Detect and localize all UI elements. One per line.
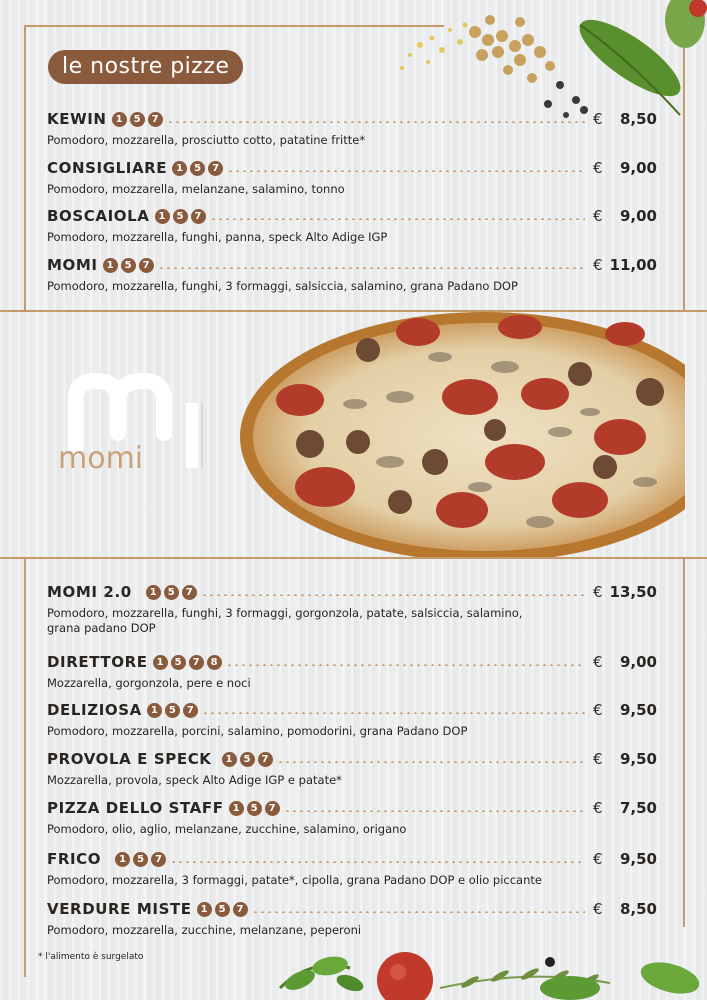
dot-leader (158, 267, 585, 269)
menu-item-frico (47, 848, 657, 888)
allergen-badge: 7 (151, 852, 166, 867)
herbs-decoration (270, 928, 707, 1000)
allergen-badge: 1 (172, 161, 187, 176)
allergen-badges (103, 258, 154, 273)
menu-item-direttore (47, 651, 657, 691)
allergen-badge: 8 (207, 655, 222, 670)
menu-item-momi-2-0 (47, 581, 657, 636)
allergen-badge: 5 (173, 209, 188, 224)
allergen-badge: 5 (121, 258, 136, 273)
item-name: CONSIGLIARE (47, 159, 168, 177)
allergen-badge: 7 (233, 902, 248, 917)
menu-item-consigliare (47, 157, 657, 197)
allergen-badges (153, 655, 222, 670)
allergen-badge: 5 (130, 112, 145, 127)
currency-symbol: € (593, 583, 603, 601)
frame-divider-bottom (0, 557, 707, 559)
dot-leader (252, 911, 585, 913)
menu-item-momi (47, 254, 657, 294)
item-name: KEWIN (47, 110, 107, 128)
item-price: 9,00 (619, 207, 657, 225)
allergen-badge: 1 (103, 258, 118, 273)
allergen-badge: 5 (133, 852, 148, 867)
item-description: Mozzarella, provola, speck Alto Adige IGP e patate* (47, 773, 342, 787)
allergen-badge: 7 (182, 585, 197, 600)
item-price: 7,50 (619, 799, 657, 817)
dot-leader (210, 218, 585, 220)
allergen-badge: 1 (229, 801, 244, 816)
currency-symbol: € (593, 750, 603, 768)
allergen-badges (222, 752, 273, 767)
dot-leader (277, 761, 585, 763)
dot-leader (201, 594, 585, 596)
currency-symbol: € (593, 110, 603, 128)
allergen-badge: 1 (147, 703, 162, 718)
item-name: MOMI (47, 256, 98, 274)
allergen-badges (197, 902, 248, 917)
dot-leader (202, 712, 585, 714)
dot-leader (227, 170, 585, 172)
item-description: Pomodoro, mozzarella, porcini, salamino, pomodorini, grana Padano DOP (47, 724, 468, 738)
allergen-badge: 7 (148, 112, 163, 127)
dot-leader (170, 861, 585, 863)
item-name: PROVOLA E SPECK (47, 750, 212, 768)
allergen-badge: 7 (208, 161, 223, 176)
item-price: 9,50 (619, 701, 657, 719)
allergen-badge: 5 (247, 801, 262, 816)
allergen-badges (155, 209, 206, 224)
pizza-photo (240, 312, 685, 557)
allergen-badge: 7 (191, 209, 206, 224)
item-name: PIZZA DELLO STAFF (47, 799, 224, 817)
menu-item-boscaiola (47, 205, 657, 245)
allergen-badge: 5 (165, 703, 180, 718)
menu-item-provola-e-speck (47, 748, 657, 788)
item-description: Pomodoro, mozzarella, melanzane, salamino, tonno (47, 182, 345, 196)
allergen-badge: 5 (190, 161, 205, 176)
frame-right-bottom (683, 557, 685, 927)
item-name: MOMI 2.0 (47, 583, 132, 601)
allergen-badge: 1 (112, 112, 127, 127)
currency-symbol: € (593, 653, 603, 671)
momi-logo (56, 373, 216, 473)
item-description: Mozzarella, gorgonzola, pere e noci (47, 676, 251, 690)
allergen-badge: 7 (139, 258, 154, 273)
item-name: BOSCAIOLA (47, 207, 150, 225)
allergen-badge: 7 (265, 801, 280, 816)
allergen-badges (147, 703, 198, 718)
item-description: Pomodoro, mozzarella, zucchine, melanzane, peperoni (47, 923, 362, 937)
item-name: VERDURE MISTE (47, 900, 192, 918)
item-price: 11,00 (609, 256, 657, 274)
logo-text: momi (58, 441, 144, 473)
frozen-footnote: * l'alimento è surgelato (38, 952, 144, 962)
menu-item-pizza-dello-staff (47, 797, 657, 837)
currency-symbol: € (593, 850, 603, 868)
allergen-badge: 5 (215, 902, 230, 917)
allergen-badge: 7 (189, 655, 204, 670)
section-title: le nostre pizze (48, 50, 243, 84)
allergen-badge: 1 (222, 752, 237, 767)
allergen-badges (229, 801, 280, 816)
allergen-badge: 7 (258, 752, 273, 767)
allergen-badges (112, 112, 163, 127)
item-price: 8,50 (619, 110, 657, 128)
frame-left-bottom (24, 557, 26, 977)
dot-leader (284, 810, 585, 812)
item-description: Pomodoro, mozzarella, 3 formaggi, patate*, cipolla, grana Padano DOP e olio piccante (47, 873, 542, 887)
allergen-badge: 5 (171, 655, 186, 670)
item-price: 9,00 (619, 159, 657, 177)
allergen-badge: 1 (153, 655, 168, 670)
frame-left-top (24, 25, 26, 310)
item-price: 9,50 (619, 750, 657, 768)
currency-symbol: € (593, 701, 603, 719)
allergen-badge: 1 (155, 209, 170, 224)
allergen-badge: 7 (183, 703, 198, 718)
allergen-badge: 5 (240, 752, 255, 767)
menu-item-deliziosa (47, 699, 657, 739)
item-description: Pomodoro, mozzarella, funghi, 3 formaggi, salsiccia, salamino, grana Padano DOP (47, 279, 518, 293)
item-name: DELIZIOSA (47, 701, 142, 719)
item-name: DIRETTORE (47, 653, 148, 671)
item-price: 13,50 (609, 583, 657, 601)
allergen-badge: 1 (115, 852, 130, 867)
item-description: Pomodoro, mozzarella, funghi, panna, speck Alto Adige IGP (47, 230, 388, 244)
currency-symbol: € (593, 256, 603, 274)
item-description: Pomodoro, olio, aglio, melanzane, zucchine, salamino, origano (47, 822, 407, 836)
item-price: 8,50 (619, 900, 657, 918)
dot-leader (167, 121, 585, 123)
dot-leader (226, 664, 585, 666)
allergen-badge: 1 (197, 902, 212, 917)
currency-symbol: € (593, 207, 603, 225)
allergen-badges (115, 852, 166, 867)
item-description: Pomodoro, mozzarella, funghi, 3 formaggi, gorgonzola, patate, salsiccia, salamino, grana padano DOP (47, 606, 523, 635)
allergen-badge: 1 (146, 585, 161, 600)
item-price: 9,50 (619, 850, 657, 868)
allergen-badges (172, 161, 223, 176)
currency-symbol: € (593, 799, 603, 817)
item-name: FRICO (47, 850, 102, 868)
menu-item-kewin (47, 108, 657, 148)
currency-symbol: € (593, 900, 603, 918)
allergen-badge: 5 (164, 585, 179, 600)
item-price: 9,00 (619, 653, 657, 671)
allergen-badges (146, 585, 197, 600)
currency-symbol: € (593, 159, 603, 177)
item-description: Pomodoro, mozzarella, prosciutto cotto, patatine fritte* (47, 133, 366, 147)
